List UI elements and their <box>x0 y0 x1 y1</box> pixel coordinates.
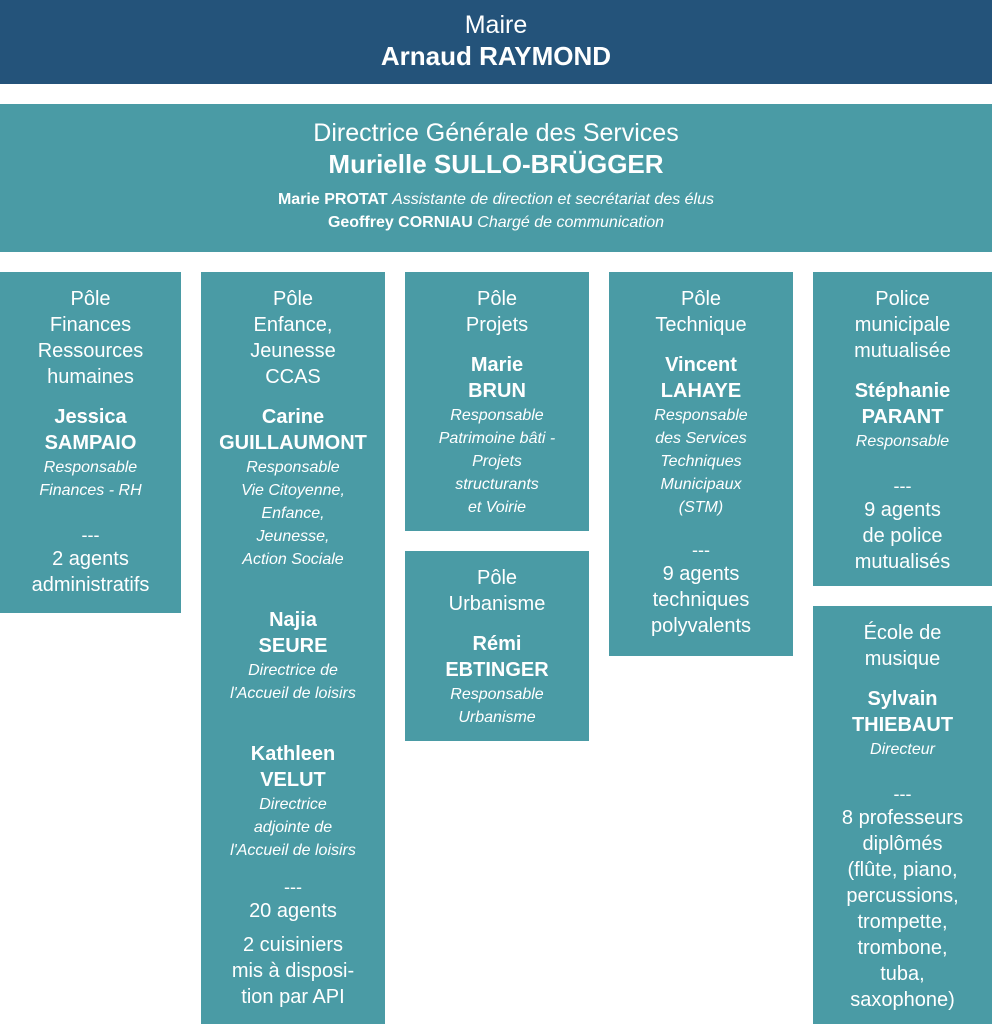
name-line: THIEBAUT <box>851 714 954 736</box>
agents-text <box>813 805 992 1013</box>
role-line: Responsable <box>246 459 340 476</box>
cooks-line: mis à disposi- <box>231 960 355 982</box>
name-line: Rémi <box>472 633 522 655</box>
police-box <box>813 272 992 586</box>
role-line: Directrice de <box>248 662 338 679</box>
pole-title-line: Pôle <box>476 288 518 310</box>
pole-title-line: Ressources <box>37 340 144 362</box>
role-line: Responsable <box>654 407 748 424</box>
agents-line: 2 agents <box>52 548 129 570</box>
role-line: (STM) <box>678 499 724 516</box>
name-line: EBTINGER <box>445 659 549 681</box>
role-line: structurants <box>455 476 539 493</box>
person-name <box>201 607 385 659</box>
staff-name: Geoffrey CORNIAU <box>327 214 473 231</box>
separator: --- <box>893 476 912 496</box>
agents-line: (flûte, piano, <box>847 859 958 881</box>
agents-text <box>813 497 992 575</box>
name-line: BRUN <box>468 380 526 402</box>
cooks-line: 2 cuisiniers <box>242 934 344 956</box>
role-line: Responsable <box>450 407 544 424</box>
name-line: SAMPAIO <box>44 432 137 454</box>
agents-line: trompette, <box>857 911 948 933</box>
agents-line: administratifs <box>31 574 150 596</box>
person-role <box>201 659 385 705</box>
role-line: Directrice <box>259 796 327 813</box>
pole-title-line: École de <box>863 622 942 644</box>
agents-line: techniques <box>652 589 750 611</box>
role-line: Directeur <box>870 741 935 758</box>
pole-title-line: Pôle <box>476 567 518 589</box>
agents-line: diplômés <box>862 833 943 855</box>
agents-line: 8 professeurs <box>841 807 964 829</box>
mayor-title: Maire <box>464 11 528 39</box>
pole-title-line: Urbanisme <box>448 593 546 615</box>
name-line: Sylvain <box>867 688 938 710</box>
pole-title-line: Police <box>875 288 930 310</box>
mayor-name: Arnaud RAYMOND <box>380 41 612 71</box>
role-line: Responsable <box>450 686 544 703</box>
name-line: GUILLAUMONT <box>219 432 367 454</box>
pole-technique-box <box>609 272 793 656</box>
separator: --- <box>284 877 302 897</box>
head-role <box>0 456 181 502</box>
name-line: Stéphanie <box>854 380 951 402</box>
pole-title <box>813 620 992 672</box>
pole-title-line: municipale <box>854 314 951 336</box>
ecole-musique-box <box>813 606 992 1024</box>
agents-line: 9 agents <box>864 499 941 521</box>
agents-text <box>609 561 793 639</box>
separator: --- <box>692 540 710 560</box>
pole-finances-box <box>0 272 181 613</box>
pole-title <box>405 286 589 338</box>
name-line: PARANT <box>861 406 944 428</box>
head-name <box>405 352 589 404</box>
staff-name: Marie PROTAT <box>277 191 388 208</box>
pole-title-line: Finances <box>49 314 132 336</box>
agents-line: 9 agents <box>662 563 740 585</box>
pole-title-line: CCAS <box>265 366 321 388</box>
agents-text <box>0 546 181 598</box>
role-line: adjointe de <box>253 819 333 836</box>
head-name <box>0 404 181 456</box>
dgs-staff <box>0 188 992 234</box>
staff-role: Chargé de communication <box>477 214 665 231</box>
cooks-line: tion par API <box>241 986 345 1008</box>
role-line: Jeunesse, <box>256 528 330 545</box>
pole-title-line: Projets <box>465 314 529 336</box>
pole-title <box>405 565 589 617</box>
name-line: Jessica <box>54 406 127 428</box>
pole-urbanisme-box <box>405 551 589 741</box>
head-role <box>813 738 992 761</box>
cooks-text <box>201 932 385 1010</box>
pole-title <box>0 286 181 390</box>
role-line: Responsable <box>855 433 950 450</box>
agents-line: saxophone) <box>850 989 955 1011</box>
separator: --- <box>81 525 100 545</box>
pole-title <box>609 286 793 338</box>
name-line: Carine <box>261 406 325 428</box>
role-line: Patrimoine bâti - <box>438 430 556 447</box>
pole-title-line: Enfance, <box>253 314 333 336</box>
head-name <box>813 378 992 430</box>
person-role <box>201 793 385 862</box>
role-line: Enfance, <box>261 505 325 522</box>
role-line: Action Sociale <box>242 551 344 568</box>
pole-title-line: musique <box>864 648 941 670</box>
pole-title-line: Pôle <box>70 288 111 310</box>
agents-line: mutualisés <box>854 551 951 573</box>
head-name <box>609 352 793 404</box>
agents-line: trombone, <box>857 937 948 959</box>
name-line: Najia <box>269 609 317 631</box>
head-role <box>405 683 589 729</box>
head-role <box>405 404 589 519</box>
person-role <box>201 456 385 571</box>
pole-enfance-box <box>201 272 385 1024</box>
role-line: l'Accueil de loisirs <box>230 685 356 702</box>
name-line: Kathleen <box>250 743 336 765</box>
mayor-box <box>0 0 992 84</box>
role-line: l'Accueil de loisirs <box>230 842 356 859</box>
name-line: SEURE <box>258 635 328 657</box>
pole-title-line: mutualisée <box>854 340 951 362</box>
dgs-name: Murielle SULLO-BRÜGGER <box>328 149 664 179</box>
agents-line: tuba, <box>880 963 925 985</box>
name-line: Marie <box>470 354 524 376</box>
head-name <box>813 686 992 738</box>
pole-title-line: Pôle <box>680 288 722 310</box>
dgs-title: Directrice Générale des Services <box>313 119 679 147</box>
role-line: des Services <box>655 430 747 447</box>
pole-title-line: Pôle <box>272 288 314 310</box>
role-line: Projets <box>472 453 522 470</box>
pole-title <box>201 286 385 390</box>
separator: --- <box>893 784 912 804</box>
agents-line: de police <box>862 525 943 547</box>
agents-line: polyvalents <box>650 615 752 637</box>
staff-role: Assistante de direction et secrétariat des élus <box>392 191 715 208</box>
head-name <box>405 631 589 683</box>
head-role <box>813 430 992 453</box>
name-line: VELUT <box>260 769 326 791</box>
name-line: LAHAYE <box>660 380 742 402</box>
staff-member <box>0 188 992 211</box>
role-line: Responsable <box>43 459 138 476</box>
pole-title-line: Technique <box>655 314 747 336</box>
pole-projets-box <box>405 272 589 531</box>
head-role <box>609 404 793 519</box>
agents-line: percussions, <box>846 885 959 907</box>
role-line: Municipaux <box>660 476 742 493</box>
agents-text: 20 agents <box>249 900 337 922</box>
person-name <box>201 741 385 793</box>
role-line: Finances - RH <box>39 482 142 499</box>
dgs-box <box>0 104 992 252</box>
person-name <box>201 404 385 456</box>
staff-member <box>0 211 992 234</box>
role-line: et Voirie <box>467 499 527 516</box>
role-line: Urbanisme <box>458 709 536 726</box>
role-line: Techniques <box>660 453 742 470</box>
name-line: Vincent <box>665 354 737 376</box>
pole-title-line: humaines <box>47 366 134 388</box>
role-line: Vie Citoyenne, <box>241 482 345 499</box>
pole-title <box>813 286 992 364</box>
pole-title-line: Jeunesse <box>250 340 336 362</box>
